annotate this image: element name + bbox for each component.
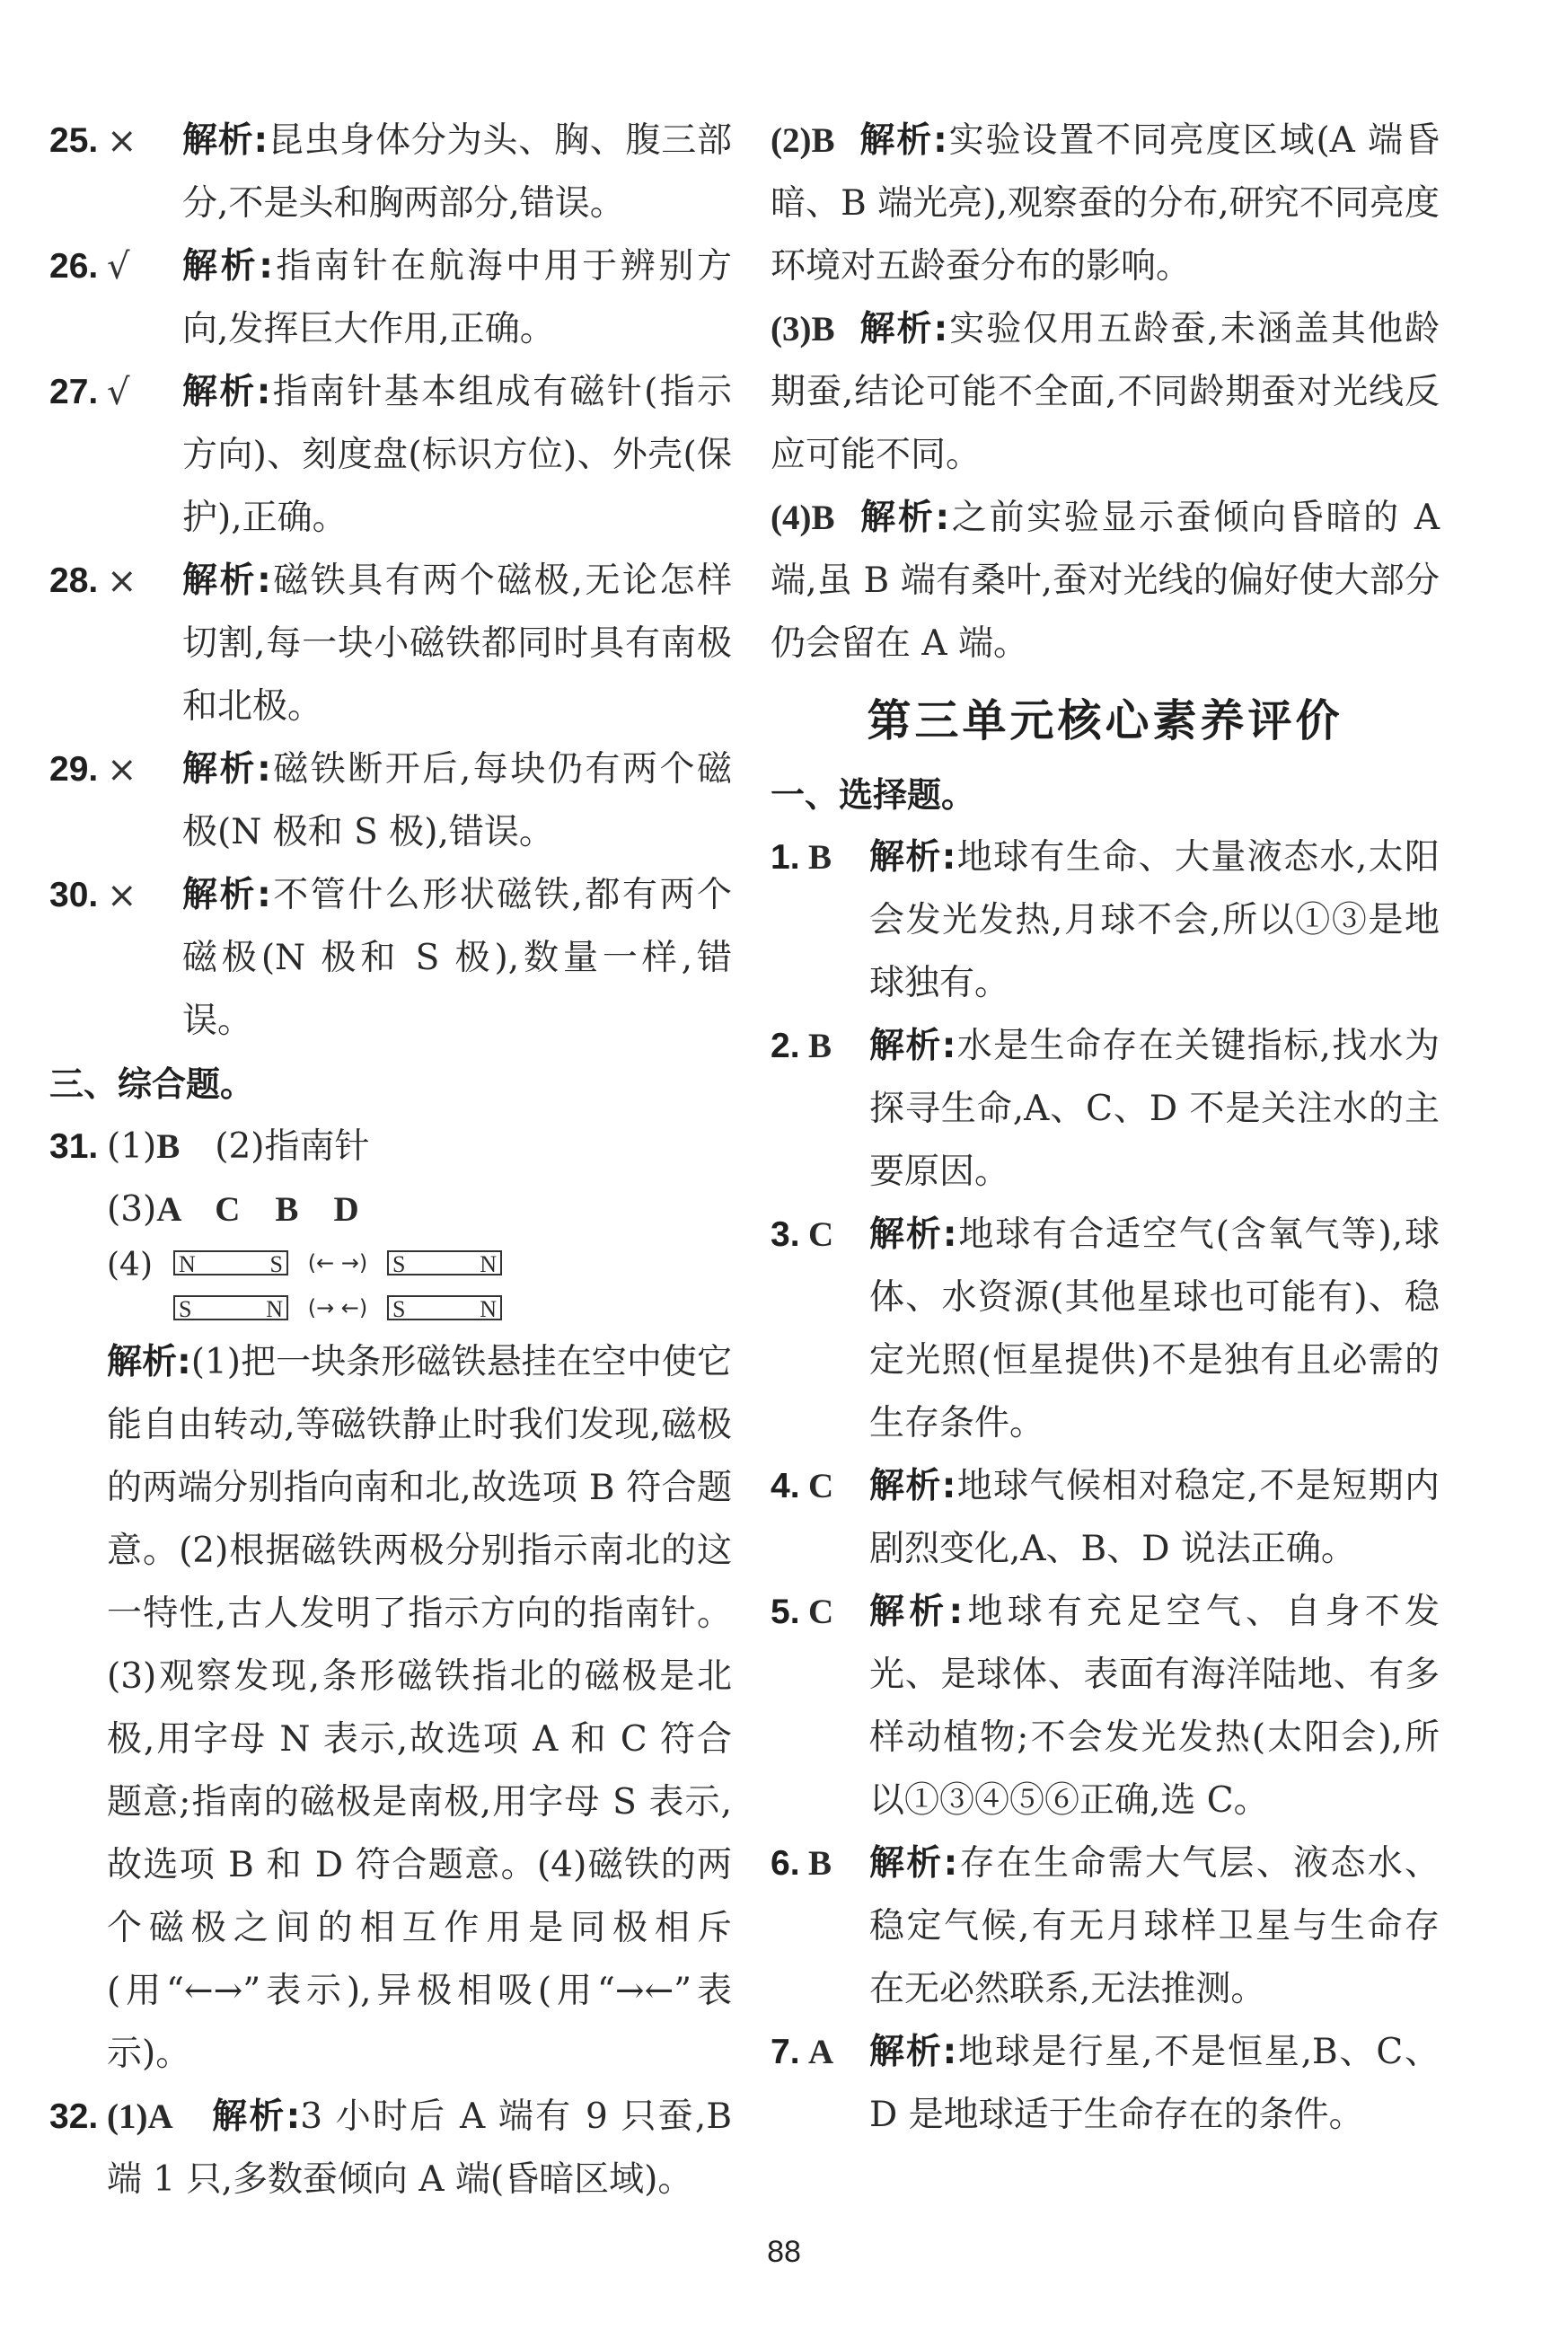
analysis-label: 解析: xyxy=(869,837,956,878)
answer-item xyxy=(771,1015,1440,1204)
explanation xyxy=(182,361,732,550)
q31-explanation xyxy=(49,1331,732,2086)
explanation-text: (1)把一块条形磁铁悬挂在空中使它能自由转动,等磁铁静止时我们发现,磁极的两端分别指向南和北,故选项 B 符合题意。(2)根据磁铁两极分别指示南北的这一特性,古人发明了指示方向的指南针。(3)观察发现,条形磁铁指北的磁极是北极,用字母 N 表示,故选项 A 和 C 符合题意;指南的磁极是南极,用字母 S 表示,故选项 B 和 D 符合题意。(4)磁铁的两个磁极之间的相互作用是同极相斥(用“←→”表示),异极相吸(用“→←”表示)。 xyxy=(107,1342,732,2074)
explanation-text: 实验仅用五龄蚕,未涵盖其他龄期蚕,结论可能不全面,不同龄期蚕对光线反应可能不同。 xyxy=(771,309,1440,475)
explanation xyxy=(182,110,732,235)
analysis-label: 解析: xyxy=(107,1342,191,1382)
analysis-label: 解析: xyxy=(212,2096,301,2137)
explanation xyxy=(182,235,732,361)
analysis-label: 解析: xyxy=(869,1592,964,1632)
attract-arrow: (→ ←) xyxy=(307,1295,368,1320)
item-number: 5. xyxy=(771,1593,800,1631)
explanation-text: 水是生命存在关键指标,找水为探寻生命,A、C、D 不是关注水的主要原因。 xyxy=(869,1026,1440,1192)
q31-parts-1-2 xyxy=(107,1116,732,1178)
explanation-text: 磁铁具有两个磁极,无论怎样切割,每一块小磁铁都同时具有南极和北极。 xyxy=(182,560,732,727)
magnet-row-2 xyxy=(173,1286,502,1329)
explanation xyxy=(869,1015,1440,1204)
answer-item xyxy=(771,1581,1440,1832)
explanation-text: 地球有合适空气(含氧气等),球体、水资源(其他星球也可能有)、稳定光照(恒星提供)不是独有且必需的生存条件。 xyxy=(869,1214,1440,1443)
bar-magnet xyxy=(173,1250,288,1275)
part-label: (1) xyxy=(107,1126,157,1167)
item-number: 29. xyxy=(49,750,99,789)
analysis-label: 解析: xyxy=(182,749,271,790)
analysis-label: 解析: xyxy=(869,1843,958,1884)
answer-letter: B xyxy=(808,1027,832,1065)
pole-label: N xyxy=(266,1296,283,1322)
right-column xyxy=(771,110,1440,2147)
answer-letter: C xyxy=(808,1467,834,1505)
q32-part-2 xyxy=(771,110,1440,298)
analysis-label: 解析: xyxy=(182,875,271,915)
answer-item xyxy=(771,826,1440,1015)
answer-item xyxy=(771,1204,1440,1455)
pole-label: S xyxy=(179,1296,192,1322)
item-number: 1. xyxy=(771,838,800,877)
answer-item-28 xyxy=(49,550,732,738)
explanation-text: 实验设置不同亮度区域(A 端昏暗、B 端光亮),观察蚕的分布,研究不同亮度环境对五龄蚕分布的影响。 xyxy=(771,120,1440,287)
explanation-text: 存在生命需大气层、液态水、稳定气候,有无月球样卫星与生命存在无必然联系,无法推测。 xyxy=(869,1843,1440,2009)
explanation-text: 3 小时后 A 端有 9 只蚕,B端 1 只,多数蚕倾向 A 端(昏暗区域)。 xyxy=(107,2096,732,2200)
analysis-label: 解析: xyxy=(858,309,948,349)
page-number: 88 xyxy=(767,2235,801,2269)
analysis-label: 解析: xyxy=(869,2032,957,2072)
answer-letter: A xyxy=(808,2033,834,2071)
explanation-text: 地球是行星,不是恒星,B、C、D 是地球适于生命存在的条件。 xyxy=(869,2032,1440,2135)
pole-label: S xyxy=(392,1296,406,1322)
answer-item xyxy=(771,1832,1440,2021)
explanation xyxy=(869,2021,1440,2147)
item-number: 30. xyxy=(49,876,99,914)
analysis-label: 解析: xyxy=(182,560,271,601)
analysis-label: 解析: xyxy=(869,1026,956,1066)
answer-letters: A C B D xyxy=(156,1190,359,1229)
pole-label: S xyxy=(269,1251,283,1277)
pole-label: N xyxy=(179,1251,196,1277)
cross-mark: × xyxy=(107,749,137,790)
explanation xyxy=(182,738,732,864)
bar-magnet xyxy=(173,1295,288,1320)
magnet-row-1 xyxy=(173,1241,502,1284)
section-heading-choice: 一、选择题。 xyxy=(771,775,976,815)
item-number: 32. xyxy=(49,2097,99,2136)
analysis-label: 解析: xyxy=(858,120,947,161)
item-number: 27. xyxy=(49,373,99,411)
answer-item-27 xyxy=(49,361,732,550)
answer-item-25 xyxy=(49,110,732,235)
check-mark: √ xyxy=(107,372,130,413)
explanation xyxy=(182,864,732,1053)
item-number: 4. xyxy=(771,1467,800,1505)
explanation-text: 地球有充足空气、自身不发光、是球体、表面有海洋陆地、有多样动植物;不会发光发热(太阳会),所以①③④⑤⑥正确,选 C。 xyxy=(869,1592,1440,1821)
part-answer: (3)B xyxy=(771,310,835,349)
item-number: 7. xyxy=(771,2033,800,2071)
explanation xyxy=(107,2086,732,2211)
item-number: 3. xyxy=(771,1215,800,1254)
left-column xyxy=(49,110,732,2211)
section-heading-comprehensive: 三、综合题。 xyxy=(49,1064,255,1104)
answer-item-30 xyxy=(49,864,732,1053)
analysis-label: 解析: xyxy=(869,1214,957,1255)
cross-mark: × xyxy=(107,875,137,916)
explanation xyxy=(869,1455,1440,1581)
part-answer: (1)A xyxy=(107,2097,173,2136)
cross-mark: × xyxy=(107,120,137,162)
explanation-text: 磁铁断开后,每块仍有两个磁极(N 极和 S 极),错误。 xyxy=(182,749,732,852)
item-number: 25. xyxy=(49,121,99,160)
part-answer: (2)指南针 xyxy=(215,1126,370,1167)
analysis-label: 解析: xyxy=(858,498,950,538)
pole-label: N xyxy=(480,1296,497,1322)
item-number: 2. xyxy=(771,1027,800,1065)
answer-item-29 xyxy=(49,738,732,864)
explanation xyxy=(182,550,732,738)
explanation xyxy=(869,1832,1440,2021)
explanation-text: 指南针在航海中用于辨别方向,发挥巨大作用,正确。 xyxy=(182,246,732,349)
part-answer: (2)B xyxy=(771,121,835,160)
q31-part-4-magnets xyxy=(49,1241,732,1331)
repel-arrow: (← →) xyxy=(307,1250,368,1275)
answer-letter: B xyxy=(808,1844,832,1883)
q31-part-3 xyxy=(49,1178,732,1241)
item-number: 28. xyxy=(49,561,99,600)
cross-mark: × xyxy=(107,560,137,602)
explanation-text: 之前实验显示蚕倾向昏暗的 A 端,虽 B 端有桑叶,蚕对光线的偏好使大部分仍会留在 A 端。 xyxy=(771,498,1440,664)
explanation-text: 指南针基本组成有磁针(指示方向)、刻度盘(标识方位)、外壳(保护),正确。 xyxy=(182,372,732,538)
answer-letter: B xyxy=(808,838,832,877)
analysis-label: 解析: xyxy=(869,1466,956,1506)
part-label: (4) xyxy=(107,1247,153,1284)
analysis-label: 解析: xyxy=(182,372,271,412)
explanation-text: 昆虫身体分为头、胸、腹三部分,不是头和胸两部分,错误。 xyxy=(182,120,732,224)
part-answer: (4)B xyxy=(771,499,835,537)
q32-part-4 xyxy=(771,487,1440,675)
check-mark: √ xyxy=(107,246,130,287)
unit-title: 第三单元核心素养评价 xyxy=(867,695,1343,746)
item-number: 6. xyxy=(771,1844,800,1883)
answer-letter: B xyxy=(156,1127,181,1166)
explanation xyxy=(869,1581,1440,1832)
item-number: 31. xyxy=(49,1127,99,1166)
explanation xyxy=(869,1204,1440,1455)
answer-item-32 xyxy=(49,2086,732,2211)
pole-label: N xyxy=(480,1251,497,1277)
answer-item xyxy=(771,1455,1440,1581)
answer-letter: C xyxy=(808,1215,834,1254)
bar-magnet xyxy=(387,1250,502,1275)
explanation-text: 不管什么形状磁铁,都有两个磁极(N 极和 S 极),数量一样,错误。 xyxy=(182,875,732,1041)
bar-magnet xyxy=(387,1295,502,1320)
answer-item-26 xyxy=(49,235,732,361)
explanation-text: 地球气候相对稳定,不是短期内剧烈变化,A、B、D 说法正确。 xyxy=(869,1466,1440,1569)
explanation xyxy=(869,826,1440,1015)
pole-label: S xyxy=(392,1251,406,1277)
explanation-text: 地球有生命、大量液态水,太阳会发光发热,月球不会,所以①③是地球独有。 xyxy=(869,837,1440,1003)
analysis-label: 解析: xyxy=(182,246,273,287)
answer-item-31 xyxy=(49,1116,732,1178)
item-number: 26. xyxy=(49,247,99,286)
q32-part-3 xyxy=(771,298,1440,487)
part-label: (3) xyxy=(107,1189,157,1230)
answer-letter: C xyxy=(808,1593,834,1631)
analysis-label: 解析: xyxy=(182,120,269,161)
answer-item xyxy=(771,2021,1440,2147)
